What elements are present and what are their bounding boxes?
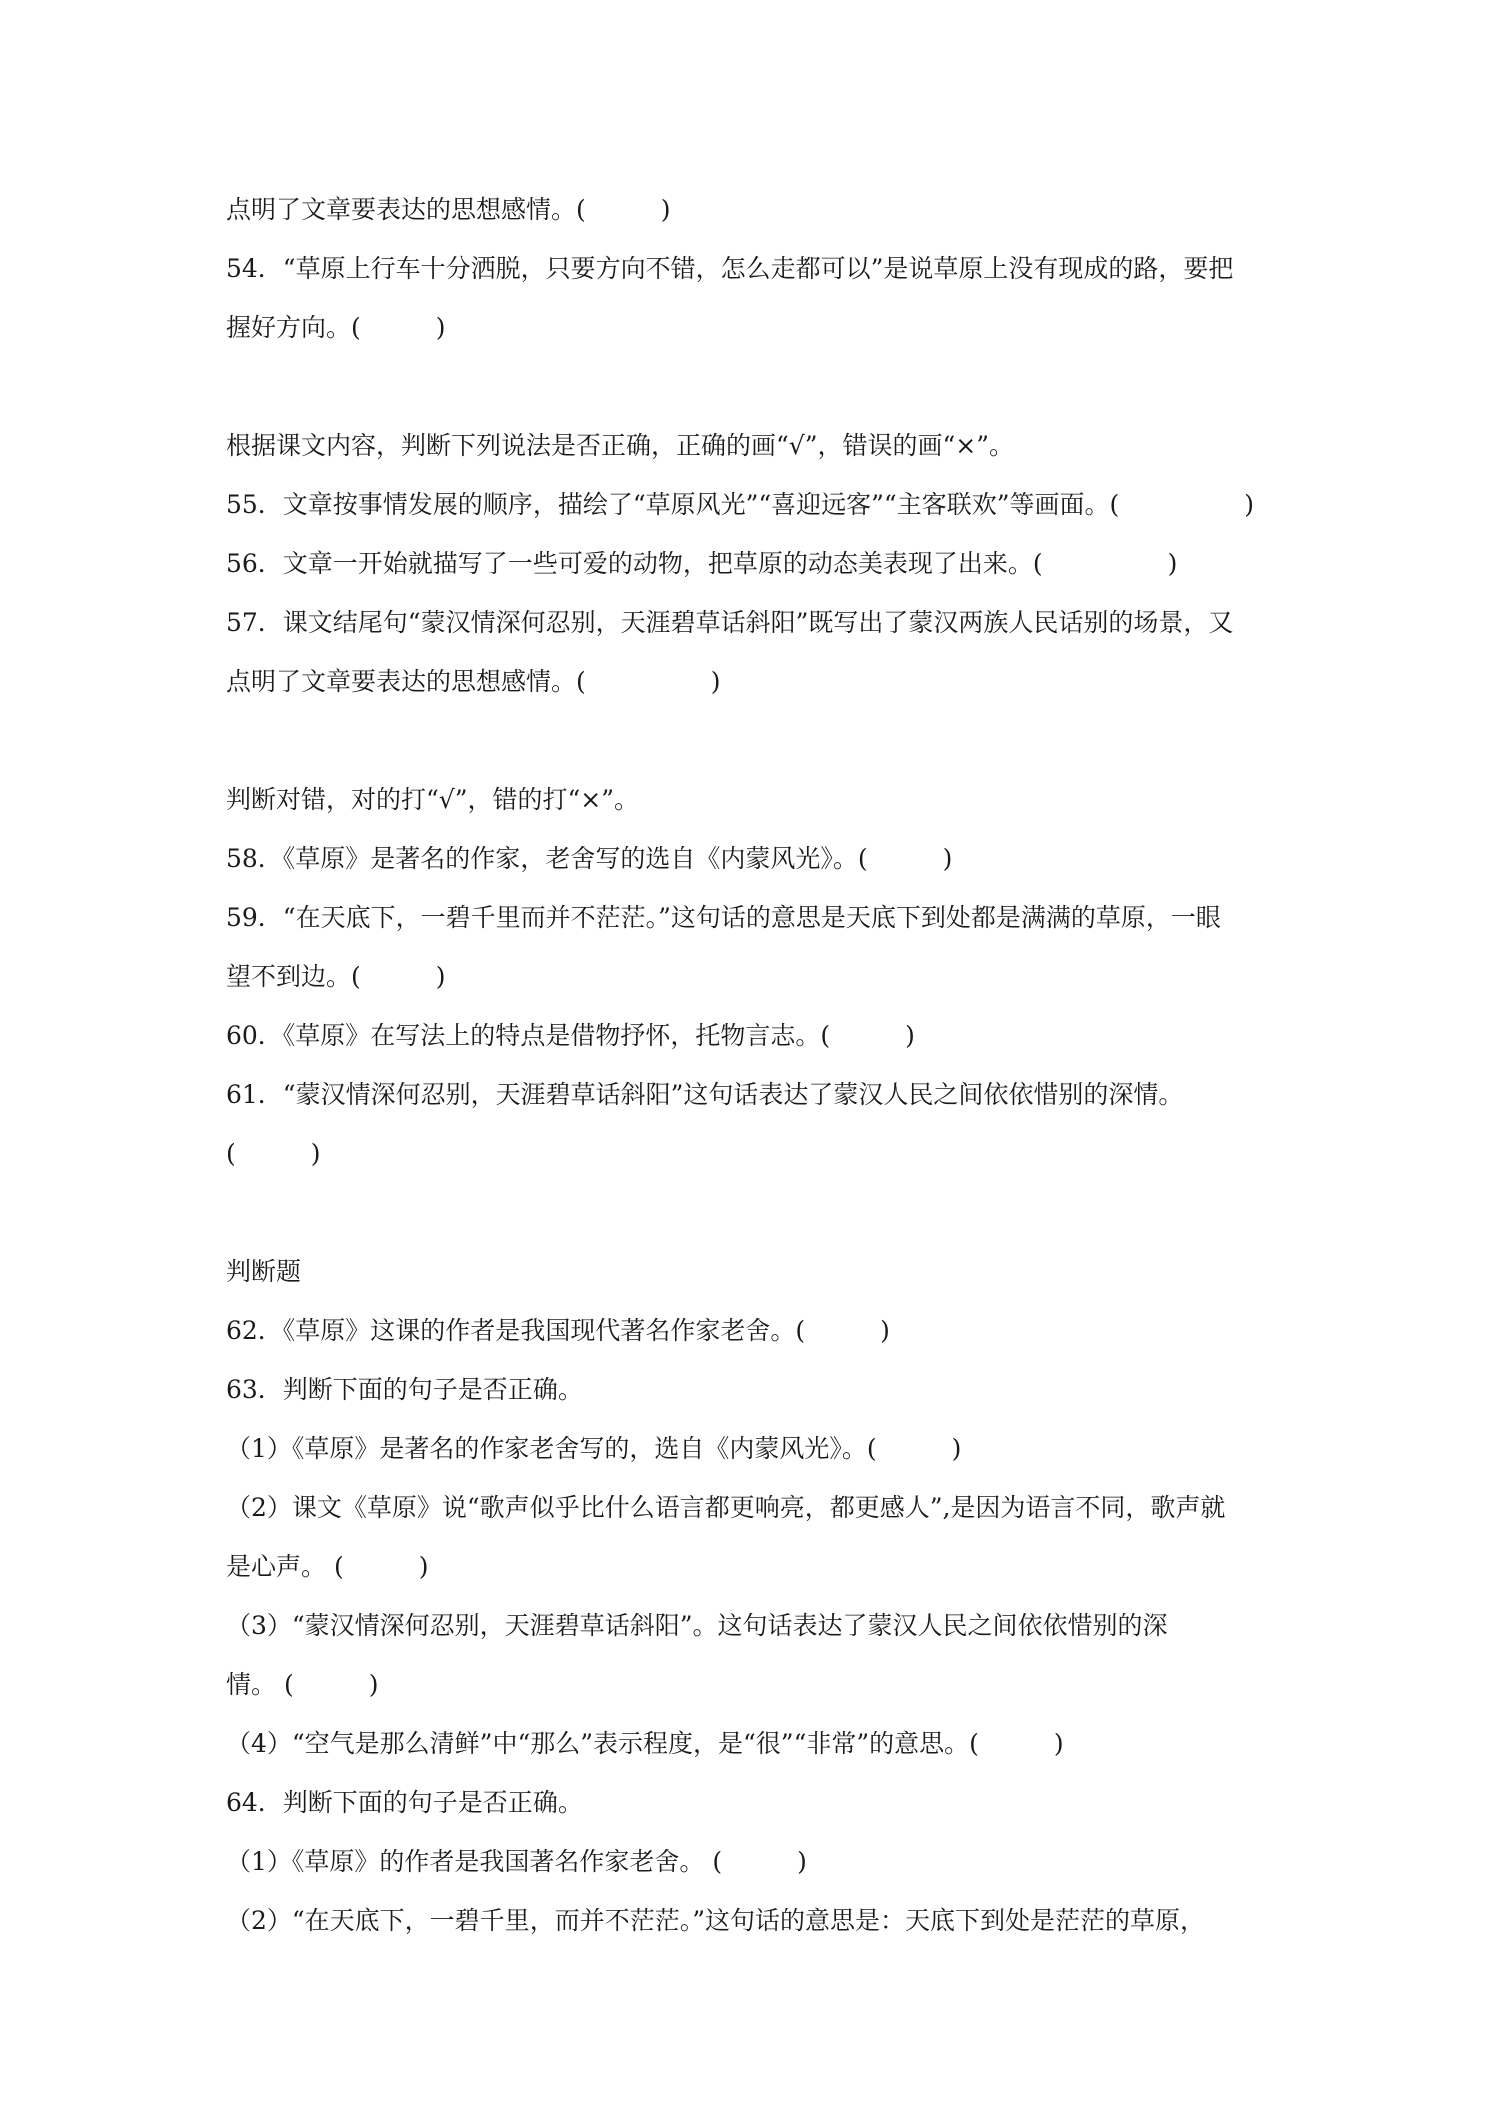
question-56: 56．文章一开始就描写了一些可爱的动物，把草原的动态美表现了出来。( )	[226, 549, 1178, 578]
question-63: 63．判断下面的句子是否正确。	[226, 1375, 583, 1404]
text-line: 握好方向。( )	[226, 313, 446, 342]
text-line: 点明了文章要表达的思想感情。( )	[226, 667, 721, 696]
sub-question: （1）《草原》的作者是我国著名作家老舍。 ( )	[226, 1847, 807, 1876]
question-55: 55．文章按事情发展的顺序，描绘了“草原风光”“喜迎远客”“主客联欢”等画面。( )	[226, 490, 1255, 519]
text-line: 情。 ( )	[226, 1670, 379, 1699]
section-title: 判断题	[226, 1257, 302, 1286]
question-57: 57．课文结尾句“蒙汉情深何忍别，天涯碧草话斜阳”既写出了蒙汉两族人民话别的场景，又	[226, 608, 1234, 637]
question-62: 62．《草原》这课的作者是我国现代著名作家老舍。( )	[226, 1316, 890, 1345]
sub-question: （3）“蒙汉情深何忍别，天涯碧草话斜阳”。这句话表达了蒙汉人民之间依依惜别的深	[226, 1611, 1168, 1640]
text-line: 是心声。 ( )	[226, 1552, 429, 1581]
sub-question: （2）课文《草原》说“歌声似乎比什么语言都更响亮，都更感人”,是因为语言不同，歌声就	[226, 1493, 1226, 1522]
text-line: ( )	[226, 1139, 321, 1168]
sub-question: （4）“空气是那么清鲜”中“那么”表示程度，是“很”“非常”的意思。( )	[226, 1729, 1064, 1758]
question-58: 58．《草原》是著名的作家，老舍写的选自《内蒙风光》。( )	[226, 844, 953, 873]
question-60: 60．《草原》在写法上的特点是借物抒怀，托物言志。( )	[226, 1021, 915, 1050]
question-61: 61．“蒙汉情深何忍别，天涯碧草话斜阳”这句话表达了蒙汉人民之间依依惜别的深情。	[226, 1080, 1184, 1109]
text-line: 点明了文章要表达的思想感情。( )	[226, 195, 671, 224]
section-instruction: 根据课文内容，判断下列说法是否正确，正确的画“√”，错误的画“×”。	[226, 431, 1015, 460]
sub-question: （2）“在天底下，一碧千里，而并不茫茫。”这句话的意思是：天底下到处是茫茫的草原，	[226, 1906, 1205, 1935]
question-59: 59．“在天底下，一碧千里而并不茫茫。”这句话的意思是天底下到处都是满满的草原，一眼	[226, 903, 1221, 932]
sub-question: （1）《草原》是著名的作家老舍写的，选自《内蒙风光》。( )	[226, 1434, 962, 1463]
question-64: 64．判断下面的句子是否正确。	[226, 1788, 583, 1817]
question-54: 54．“草原上行车十分洒脱，只要方向不错，怎么走都可以”是说草原上没有现成的路，要把	[226, 254, 1234, 283]
text-line: 望不到边。( )	[226, 962, 446, 991]
section-instruction: 判断对错，对的打“√”，错的打“×”。	[226, 785, 640, 814]
